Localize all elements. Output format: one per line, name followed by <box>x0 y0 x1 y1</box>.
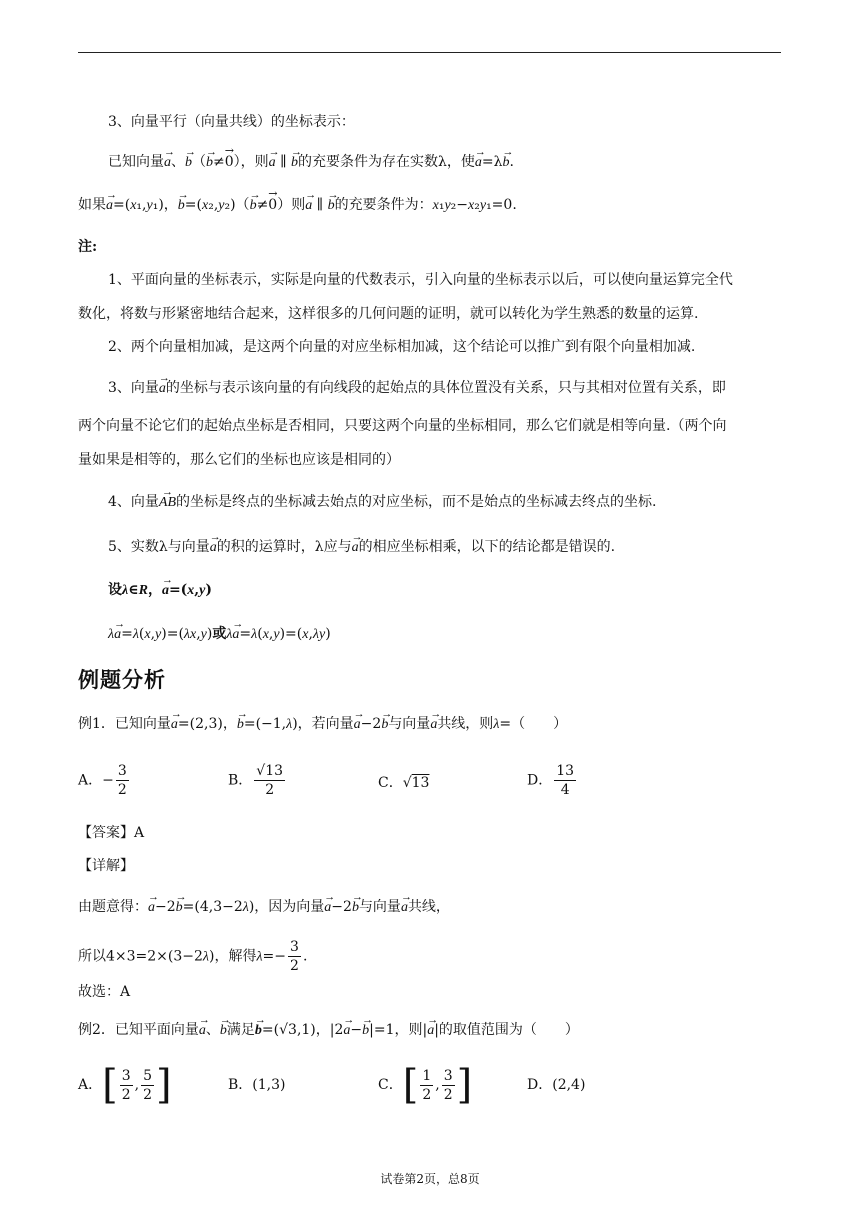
note-5-set: 设λ∈R，→ a=(x,y) <box>108 580 782 601</box>
ex1-option-b: B． $\frac{√13}{2}$ <box>228 763 284 798</box>
header-rule <box>78 52 781 53</box>
section3-title: 3、向量平行（向量共线）的坐标表示： <box>108 114 355 130</box>
note-2: 2、两个向量相加减，是这两个向量的对应坐标相加减，这个结论可以推广到有限个向量相加减. <box>108 339 696 355</box>
ex1-choice: 故选：A <box>78 984 131 1000</box>
note-5-eq: λ→ a=λ(x,y)=(λx,y)或λ→ a=λ(x,y)=(x,λy) <box>108 624 782 645</box>
ex1-detail-label: 【详解】 <box>78 858 134 874</box>
note-1b: 数化，将数与形紧密地结合起来，这样很多的几何问题的证明，就可以转化为学生熟悉的数量的运算. <box>78 306 699 322</box>
notes-label: 注: <box>78 239 98 255</box>
ex1-option-a: A．− $\frac{3}{2}$ <box>78 763 127 798</box>
ex1-detail-1: 由题意得：→ a−2→ b=(4,3−2λ)，因为向量→ a−2→ b与向量→ a共线， <box>78 897 782 918</box>
note-3a: 3、向量→ a的坐标与表示该向量的有向线段的起始点的具体位置没有关系，只与其相对位置有关系，即 <box>108 378 782 399</box>
ex2-option-b: B．(1,3) <box>228 1077 286 1093</box>
ex2-option-d: D．(2,4) <box>527 1077 586 1093</box>
ex2-option-c: C．[ $\frac{1}{2}$ , $\frac{3}{2}$ ] <box>378 1062 473 1108</box>
section3-line1: 已知向量→ a、→ b（→ b≠→ 0），则→ a ∥ → b的充要条件为存在实数λ，使→ a=λ→ b. <box>108 152 782 173</box>
note-5: 5、实数λ与向量→ a的积的运算时，λ应与→ a的相应坐标相乘，以下的结论都是错误的. <box>108 537 782 558</box>
ex2-stem: 例2．已知平面向量→ a、→ b满足→ b=(√3,1)，|2→ a−→ b|=1，则|→ a|的取值范围为（ ） <box>78 1020 782 1041</box>
section-title: 例题分析 <box>78 668 166 692</box>
ex1-stem: 例1．已知向量→ a=(2,3)，→ b=(−1,λ)，若向量→ a−2→ b与向量→ a共线，则λ=（ ） <box>78 714 782 735</box>
section3-line2: 如果→ a=(x₁,y₁)，→ b=(x₂,y₂)（→ b≠→ 0）则→ a ∥ → b的充要条件为：x₁y₂−x₂y₁=0. <box>78 195 782 216</box>
note-3c: 量如果是相等的，那么它们的坐标也应该是相同的） <box>78 452 400 468</box>
ex1-detail-2: 所以4×3=2×(3−2λ)，解得λ=− $\frac{3}{2}$ . <box>78 939 308 974</box>
ex1-answer: 【答案】A <box>78 825 145 841</box>
note-4: 4、向量→ AB的坐标是终点的坐标减去始点的对应坐标，而不是始点的坐标减去终点的坐标. <box>108 492 782 513</box>
ex1-option-c: C．√13 <box>378 775 430 791</box>
note-3b: 两个向量不论它们的起始点坐标是否相同，只要这两个向量的坐标相同，那么它们就是相等向量.（两个向 <box>78 418 727 434</box>
ex2-option-a: A．[ $\frac{3}{2}$ , $\frac{5}{2}$ ] <box>78 1062 172 1108</box>
page-footer: 试卷第2页，总8页 <box>380 1172 480 1186</box>
ex1-option-d: D． $\frac{13}{4}$ <box>527 763 575 798</box>
note-1a: 1、平面向量的坐标表示，实际是向量的代数表示，引入向量的坐标表示以后，可以使向量运算完全代 <box>108 272 733 288</box>
